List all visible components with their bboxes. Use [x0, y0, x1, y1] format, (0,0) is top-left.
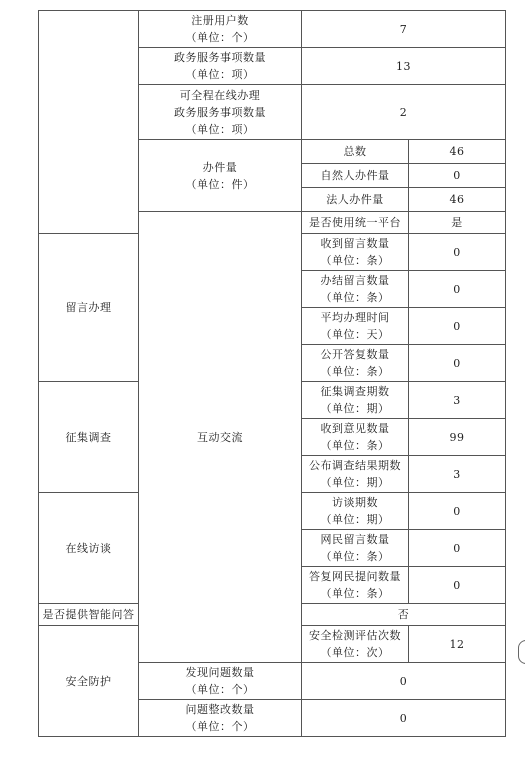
opinions-value: 99: [409, 419, 506, 456]
survey-results-value: 3: [409, 456, 506, 493]
statistics-table: [38, 10, 506, 737]
service-items-label: 政务服务事项数量 （单位：项）: [139, 48, 302, 85]
netizen-messages-value: 0: [409, 530, 506, 567]
volume-natural-value: 0: [409, 164, 506, 188]
avg-time-value: 0: [409, 308, 506, 345]
answers-value: 0: [409, 567, 506, 604]
issues-found-label: 发现问题数量 （单位：个）: [139, 663, 302, 700]
netizen-messages-label: 网民留言数量 （单位：条）: [302, 530, 409, 567]
volume-total-label: 总数: [302, 140, 409, 164]
interaction-category: 互动交流: [139, 212, 302, 663]
volume-natural-label: 自然人办件量: [302, 164, 409, 188]
assessments-value: 12: [409, 626, 506, 663]
received-messages-value: 0: [409, 234, 506, 271]
answers-label: 答复网民提问数量 （单位：条）: [302, 567, 409, 604]
interview-periods-label: 访谈期数 （单位：期）: [302, 493, 409, 530]
survey-results-label: 公布调查结果期数 （单位：期）: [302, 456, 409, 493]
volume-total-value: 46: [409, 140, 506, 164]
issues-fixed-label: 问题整改数量 （单位：个）: [139, 700, 302, 737]
handled-messages-label: 办结留言数量 （单位：条）: [302, 271, 409, 308]
interview-periods-value: 0: [409, 493, 506, 530]
survey-label: 征集调查: [39, 382, 139, 493]
received-messages-label: 收到留言数量 （单位：条）: [302, 234, 409, 271]
category-cell-blank: [39, 11, 139, 234]
messages-label: 留言办理: [39, 234, 139, 382]
volume-legal-label: 法人办件量: [302, 188, 409, 212]
avg-time-label: 平均办理时间 （单位：天）: [302, 308, 409, 345]
smart-qa-label: 是否提供智能问答: [39, 604, 139, 626]
public-replies-label: 公开答复数量 （单位：条）: [302, 345, 409, 382]
volume-label: 办件量 （单位：件）: [139, 140, 302, 212]
online-items-label: 可全程在线办理 政务服务事项数量 （单位：项）: [139, 85, 302, 140]
security-category: 安全防护: [39, 626, 139, 737]
handled-messages-value: 0: [409, 271, 506, 308]
survey-periods-label: 征集调查期数 （单位：期）: [302, 382, 409, 419]
opinions-label: 收到意见数量 （单位：条）: [302, 419, 409, 456]
assessments-label: 安全检测评估次数 （单位：次）: [302, 626, 409, 663]
unified-platform-label: 是否使用统一平台: [302, 212, 409, 234]
survey-periods-value: 3: [409, 382, 506, 419]
unified-platform-value: 是: [409, 212, 506, 234]
registered-users-label: 注册用户数 （单位：个）: [139, 11, 302, 48]
interview-label: 在线访谈: [39, 493, 139, 604]
volume-legal-value: 46: [409, 188, 506, 212]
registered-users-value: 7: [302, 11, 506, 48]
issues-fixed-value: 0: [302, 700, 506, 737]
issues-found-value: 0: [302, 663, 506, 700]
smart-qa-value: 否: [302, 604, 506, 626]
service-items-value: 13: [302, 48, 506, 85]
online-items-value: 2: [302, 85, 506, 140]
edge-bracket-mark: [518, 640, 525, 664]
public-replies-value: 0: [409, 345, 506, 382]
